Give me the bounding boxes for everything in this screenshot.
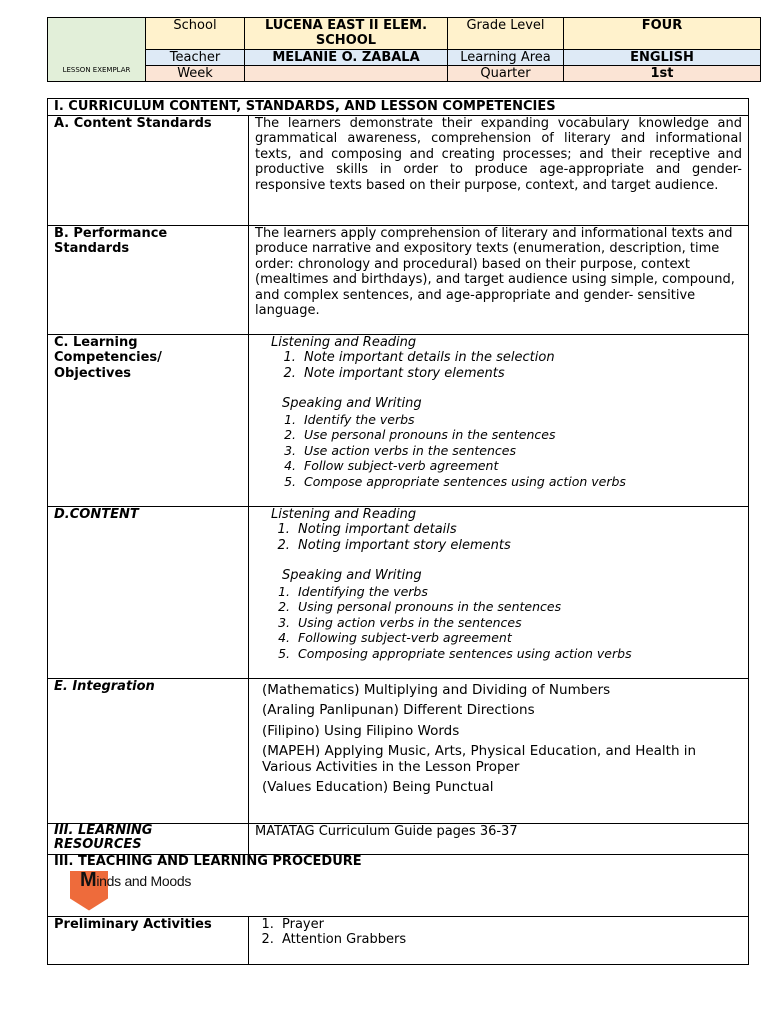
list-item: 2. Note important story elements xyxy=(300,366,742,382)
learning-resources-text: MATATAG Curriculum Guide pages 36-37 xyxy=(249,823,749,854)
preliminary-activities-list xyxy=(255,917,742,948)
list-item: 5. Compose appropriate sentences using action verbs xyxy=(300,474,742,490)
grade-level-value: FOUR xyxy=(564,18,761,50)
lesson-header-table xyxy=(47,17,761,82)
competencies-speaking-heading: Speaking and Writing xyxy=(282,396,422,411)
competencies-speaking-list xyxy=(255,412,742,490)
grade-level-label: Grade Level xyxy=(448,18,564,50)
performance-standards-label: B. Performance Standards xyxy=(48,225,249,334)
school-label: School xyxy=(146,18,245,50)
learning-area-value: ENGLISH xyxy=(564,50,761,66)
procedure-section xyxy=(48,854,749,916)
content-listening-heading: Listening and Reading xyxy=(271,506,417,522)
performance-standards-text: The learners apply comprehension of literary and informational texts and produce narrative and expository texts (enumeration, description, time order: chronology and procedural) based on their purpose, context (mealtimes and birthdays), and target audience using simple, compound, and complex sentences, and age-appropriate and gender- sensitive language. xyxy=(249,225,749,334)
integration-item: (Mathematics) Multiplying and Dividing of Numbers xyxy=(262,681,611,698)
list-item: 5. Composing appropriate sentences using action verbs xyxy=(294,646,742,662)
integration-item: (Araling Panlipunan) Different Directions xyxy=(262,702,535,718)
minds-and-moods-logo xyxy=(48,869,748,913)
competencies-listening-list xyxy=(255,350,742,381)
quarter-label: Quarter xyxy=(448,66,564,82)
content-standards-text: The learners demonstrate their expanding vocabulary knowledge and grammatical awareness, comprehension of literary and informational texts, and composing and creating processes; and their receptive and productive skills in order to produce age-appropriate and gender-responsive texts based on their purpose, context, and target audience. xyxy=(249,115,749,225)
teacher-label: Teacher xyxy=(146,50,245,66)
learning-resources-label: III. LEARNING RESOURCES xyxy=(48,823,249,854)
logo-text: Minds and Moods xyxy=(80,868,192,891)
list-item: 1. Note important details in the selection xyxy=(300,350,742,366)
content-label: D.CONTENT xyxy=(48,506,249,678)
integration-cell xyxy=(249,678,749,823)
competencies-cell xyxy=(249,334,749,506)
list-item: 1. Identifying the verbs xyxy=(294,584,742,600)
list-item: 4. Follow subject-verb agreement xyxy=(300,458,742,474)
list-item: 2. Noting important story elements xyxy=(294,538,742,554)
preliminary-activities-label: Preliminary Activities xyxy=(48,916,249,964)
list-item: 2. Use personal pronouns in the sentences xyxy=(300,427,742,443)
list-item: 3. Using action verbs in the sentences xyxy=(294,615,742,631)
integration-item: (MAPEH) Applying Music, Arts, Physical Education, and Health in Various Activities in the Lesson Proper xyxy=(262,743,697,775)
list-item: 3. Use action verbs in the sentences xyxy=(300,443,742,459)
learning-area-label: Learning Area xyxy=(448,50,564,66)
content-standards-label: A. Content Standards xyxy=(48,115,249,225)
list-item: 2. Using personal pronouns in the sentences xyxy=(294,599,742,615)
week-value xyxy=(245,66,448,82)
week-label: Week xyxy=(146,66,245,82)
lesson-exemplar-label: LESSON EXEMPLAR xyxy=(48,18,146,82)
list-item: 4. Following subject-verb agreement xyxy=(294,630,742,646)
integration-label: E. Integration xyxy=(48,678,249,823)
list-item: 1. Prayer xyxy=(278,917,742,933)
content-cell xyxy=(249,506,749,678)
list-item: 1. Noting important details xyxy=(294,522,742,538)
quarter-value: 1st xyxy=(564,66,761,82)
procedure-title: III. TEACHING AND LEARNING PROCEDURE xyxy=(54,853,362,869)
section-curriculum-title: I. CURRICULUM CONTENT, STANDARDS, AND LESSON COMPETENCIES xyxy=(48,99,749,116)
preliminary-activities-cell xyxy=(249,916,749,964)
school-value: LUCENA EAST II ELEM. SCHOOL xyxy=(245,18,448,50)
content-listening-list xyxy=(255,522,742,553)
list-item: 2. Attention Grabbers xyxy=(278,932,742,948)
content-speaking-list xyxy=(255,584,742,662)
list-item: 1. Identify the verbs xyxy=(300,412,742,428)
integration-item: (Values Education) Being Punctual xyxy=(262,779,494,795)
competencies-listening-heading: Listening and Reading xyxy=(271,334,417,350)
teacher-value: MELANIE O. ZABALA xyxy=(245,50,448,66)
content-speaking-heading: Speaking and Writing xyxy=(282,568,422,583)
integration-item: (Filipino) Using Filipino Words xyxy=(262,722,460,739)
lesson-content-table xyxy=(47,98,749,965)
competencies-label: C. Learning Competencies/ Objectives xyxy=(48,334,249,506)
